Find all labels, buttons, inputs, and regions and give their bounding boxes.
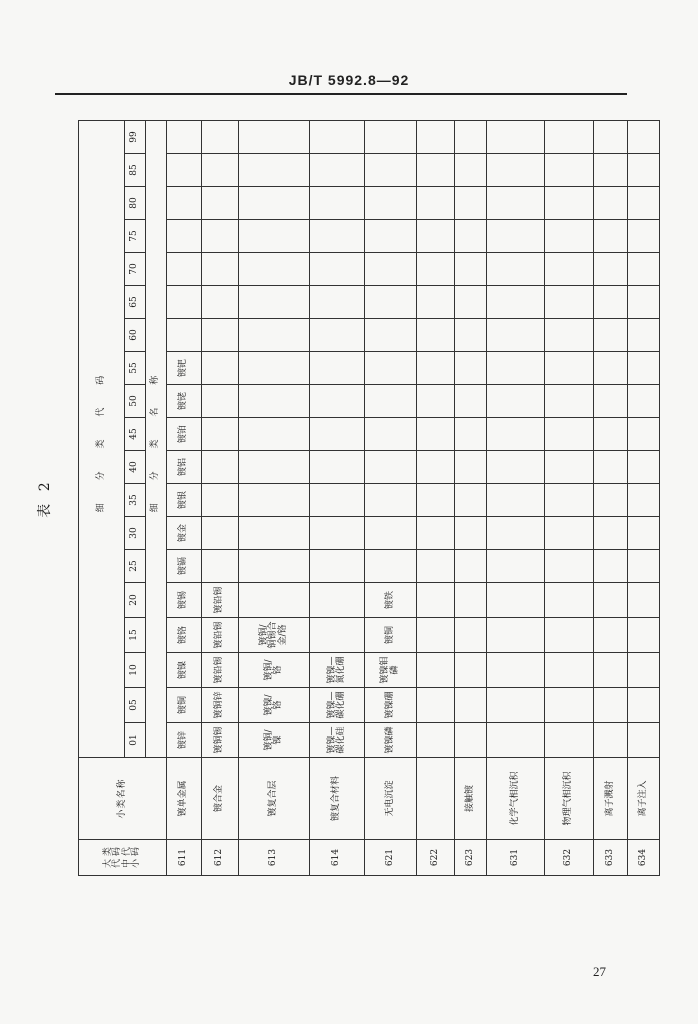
table-cell	[417, 220, 455, 253]
table-cell: 镀铜/铬	[239, 653, 310, 688]
code-cell: 60	[125, 319, 146, 352]
table-cell	[417, 187, 455, 220]
table-cell	[628, 286, 660, 319]
table-cell: 镀银	[167, 484, 202, 517]
table-cell	[365, 385, 417, 418]
table-cell: 镀铅锡	[202, 583, 239, 618]
row-code: 613	[239, 840, 310, 876]
table-cell	[455, 688, 487, 723]
table-cell	[202, 451, 239, 484]
code-cell: 85	[125, 154, 146, 187]
table-cell: 镀铜/镍	[239, 723, 310, 758]
row-name: 物理气相沉积	[545, 758, 594, 840]
table-cell	[594, 583, 628, 618]
table-cell	[545, 418, 594, 451]
table-cell: 镀镍钼磷	[365, 653, 417, 688]
code-cell: 99	[125, 120, 146, 153]
table-cell: 镀镍—碳化硅	[310, 723, 365, 758]
table-cell	[487, 484, 545, 517]
table-row	[487, 120, 545, 875]
table-cell	[417, 352, 455, 385]
table-cell	[239, 484, 310, 517]
table-cell	[594, 618, 628, 653]
table-cell	[628, 688, 660, 723]
table-cell	[239, 352, 310, 385]
table-cell	[417, 253, 455, 286]
table-cell	[628, 187, 660, 220]
code-cell: 15	[125, 618, 146, 653]
table-cell: 镀镉	[167, 550, 202, 583]
table-cell	[417, 154, 455, 187]
corner-header	[79, 840, 167, 876]
table-row	[455, 120, 487, 875]
table-cell	[628, 220, 660, 253]
table-cell	[594, 550, 628, 583]
table-cell	[487, 723, 545, 758]
table-cell	[455, 120, 487, 153]
table-cell	[310, 154, 365, 187]
table-cell: 镀锡	[167, 583, 202, 618]
table-cell: 镀铜锡	[202, 723, 239, 758]
code-cell: 05	[125, 688, 146, 723]
table-cell	[202, 385, 239, 418]
row-name: 化学气相沉积	[487, 758, 545, 840]
table-cell	[167, 120, 202, 153]
table-cell	[202, 187, 239, 220]
code-cell: 20	[125, 583, 146, 618]
table-cell	[202, 220, 239, 253]
table-cell	[239, 550, 310, 583]
table-cell	[545, 154, 594, 187]
table-cell	[594, 517, 628, 550]
table-cell	[365, 187, 417, 220]
table-cell	[455, 723, 487, 758]
classification-table	[78, 120, 660, 876]
table-cell	[202, 352, 239, 385]
table-cell	[202, 418, 239, 451]
table-cell	[545, 120, 594, 153]
table-cell	[628, 418, 660, 451]
table-cell	[417, 418, 455, 451]
table-cell	[628, 451, 660, 484]
table-cell	[594, 653, 628, 688]
table-cell	[365, 517, 417, 550]
table-cell	[202, 154, 239, 187]
table-cell	[202, 319, 239, 352]
table-cell	[310, 451, 365, 484]
fine-name-header: 细 分 类 名 称	[146, 120, 167, 757]
table-cell	[487, 187, 545, 220]
row-code: 614	[310, 840, 365, 876]
row-name: 镀复合层	[239, 758, 310, 840]
table-cell	[545, 385, 594, 418]
table-cell: 镀镍—碳化硼	[310, 688, 365, 723]
table-cell	[628, 385, 660, 418]
table-cell	[239, 120, 310, 153]
table-cell	[628, 253, 660, 286]
row-code: 623	[455, 840, 487, 876]
table-cell	[455, 220, 487, 253]
table-cell	[167, 253, 202, 286]
table-cell	[594, 286, 628, 319]
table-cell	[365, 154, 417, 187]
table-cell	[417, 484, 455, 517]
table-cell	[365, 253, 417, 286]
row-code: 622	[417, 840, 455, 876]
table-cell	[545, 688, 594, 723]
table-cell	[365, 220, 417, 253]
table-cell	[545, 653, 594, 688]
table-cell	[365, 120, 417, 153]
table-cell	[545, 484, 594, 517]
table-cell	[545, 352, 594, 385]
table-cell	[594, 120, 628, 153]
table-cell	[310, 319, 365, 352]
table-cell	[202, 484, 239, 517]
table-cell	[487, 583, 545, 618]
table-cell	[365, 352, 417, 385]
row-name: 镀合金	[202, 758, 239, 840]
page-number: 27	[593, 964, 606, 979]
table-cell: 镀镍硼	[365, 688, 417, 723]
table-cell	[455, 653, 487, 688]
table-cell	[310, 220, 365, 253]
table-cell	[310, 253, 365, 286]
table-cell: 镀镍/铬	[239, 688, 310, 723]
table-cell: 镀金	[167, 517, 202, 550]
table-cell	[310, 120, 365, 153]
table-cell	[202, 517, 239, 550]
code-cell: 65	[125, 286, 146, 319]
table-cell	[487, 154, 545, 187]
table-cell	[310, 517, 365, 550]
code-cell: 50	[125, 385, 146, 418]
table-cell	[545, 451, 594, 484]
row-name: 离子注入	[628, 758, 660, 840]
code-cell: 30	[125, 517, 146, 550]
table-row	[545, 120, 594, 875]
table-cell	[167, 154, 202, 187]
table-cell	[310, 352, 365, 385]
row-name: 无电沉淀	[365, 758, 417, 840]
table-cell	[167, 220, 202, 253]
table-cell	[545, 550, 594, 583]
table-cell	[455, 451, 487, 484]
table-cell	[545, 723, 594, 758]
table-cell	[239, 220, 310, 253]
table-cell	[487, 517, 545, 550]
table-cell	[365, 286, 417, 319]
table-cell	[365, 418, 417, 451]
table-cell	[594, 484, 628, 517]
corner-top-label: 大 类 代 码	[102, 847, 123, 868]
table-cell	[487, 653, 545, 688]
table-cell: 镀铅锡	[202, 653, 239, 688]
table-row	[167, 120, 202, 875]
table-cell	[365, 484, 417, 517]
table-cell	[455, 187, 487, 220]
table-cell	[202, 253, 239, 286]
code-cell: 55	[125, 352, 146, 385]
table-cell	[628, 653, 660, 688]
table-row	[310, 120, 365, 875]
table-cell: 镀铅锡	[202, 618, 239, 653]
table-cell	[239, 286, 310, 319]
table-cell	[628, 723, 660, 758]
table-cell	[594, 688, 628, 723]
table-cell	[628, 154, 660, 187]
row-code: 634	[628, 840, 660, 876]
row-name: 接触镀	[455, 758, 487, 840]
table-cell	[417, 723, 455, 758]
table-cell	[310, 484, 365, 517]
row-code: 631	[487, 840, 545, 876]
table-cell	[594, 352, 628, 385]
table-cell	[487, 385, 545, 418]
table-cell	[310, 418, 365, 451]
rotated-table-frame	[37, 120, 648, 876]
subclass-name-header: 小类名称	[79, 758, 167, 840]
table-row	[365, 120, 417, 875]
table-cell	[628, 319, 660, 352]
table-cell: 镀铜锌	[202, 688, 239, 723]
table-cell	[310, 618, 365, 653]
table-cell	[487, 418, 545, 451]
table-cell	[455, 618, 487, 653]
row-code: 632	[545, 840, 594, 876]
table-cell	[417, 319, 455, 352]
row-name	[417, 758, 455, 840]
table-row	[594, 120, 628, 875]
table-cell	[594, 253, 628, 286]
row-name: 离子溅射	[594, 758, 628, 840]
table-cell	[310, 286, 365, 319]
table-cell	[545, 319, 594, 352]
table-cell: 镀镍	[167, 653, 202, 688]
table-cell	[594, 220, 628, 253]
table-cell	[628, 517, 660, 550]
table-cell	[545, 253, 594, 286]
table-cell	[167, 319, 202, 352]
table-cell	[487, 550, 545, 583]
table-cell	[417, 120, 455, 153]
corner-bottom-label: 中 代 小 码	[121, 847, 141, 868]
table-cell	[310, 583, 365, 618]
table-cell: 镀钯	[167, 352, 202, 385]
table-cell: 镀铁	[365, 583, 417, 618]
table-cell: 镀铂	[167, 418, 202, 451]
table-cell	[310, 550, 365, 583]
code-cell: 45	[125, 418, 146, 451]
table-cell	[365, 451, 417, 484]
table-cell	[628, 618, 660, 653]
table-cell	[417, 385, 455, 418]
table-cell	[487, 688, 545, 723]
table-cell	[455, 253, 487, 286]
table-cell	[455, 418, 487, 451]
table-cell	[594, 154, 628, 187]
table-cell	[239, 517, 310, 550]
table-cell	[455, 517, 487, 550]
table-cell	[239, 418, 310, 451]
table-cell	[239, 187, 310, 220]
table-cell	[417, 583, 455, 618]
table-cell	[455, 319, 487, 352]
table-cell	[202, 286, 239, 319]
table-row	[417, 120, 455, 875]
code-cell: 01	[125, 723, 146, 758]
table-cell	[455, 286, 487, 319]
table-caption: 表 2	[37, 478, 53, 518]
table-cell	[239, 319, 310, 352]
table-cell	[487, 286, 545, 319]
table-cell	[310, 385, 365, 418]
table-cell	[417, 618, 455, 653]
table-cell: 镀铑	[167, 385, 202, 418]
row-code: 611	[167, 840, 202, 876]
table-cell	[545, 187, 594, 220]
table-cell	[417, 688, 455, 723]
table-cell	[365, 319, 417, 352]
table-cell	[202, 550, 239, 583]
row-name: 镀复合材料	[310, 758, 365, 840]
table-cell	[239, 451, 310, 484]
table-cell	[455, 550, 487, 583]
table-cell	[487, 618, 545, 653]
table-cell: 镀镍—氮化硼	[310, 653, 365, 688]
table-cell: 镀镍磷	[365, 723, 417, 758]
row-code: 612	[202, 840, 239, 876]
rotated-table-region	[37, 120, 648, 876]
table-cell	[545, 618, 594, 653]
table-cell	[167, 286, 202, 319]
table-cell	[365, 550, 417, 583]
table-cell	[239, 154, 310, 187]
table-cell	[455, 154, 487, 187]
table-cell	[545, 517, 594, 550]
code-cell: 10	[125, 653, 146, 688]
document-header: JB/T 5992.8—92	[288, 72, 410, 88]
table-cell	[628, 352, 660, 385]
table-row	[239, 120, 310, 875]
table-cell	[594, 187, 628, 220]
table-cell: 镀铬	[167, 618, 202, 653]
table-cell	[628, 550, 660, 583]
code-cell: 75	[125, 220, 146, 253]
table-cell	[455, 484, 487, 517]
code-cell: 25	[125, 550, 146, 583]
table-cell	[417, 517, 455, 550]
table-row	[628, 120, 660, 875]
row-name: 镀单金属	[167, 758, 202, 840]
table-cell	[594, 418, 628, 451]
table-cell: 镀铜	[365, 618, 417, 653]
table-cell	[455, 583, 487, 618]
table-cell	[487, 220, 545, 253]
table-cell: 镀铝	[167, 451, 202, 484]
table-cell	[594, 385, 628, 418]
table-cell: 镀锌	[167, 723, 202, 758]
table-cell	[417, 550, 455, 583]
table-cell	[239, 385, 310, 418]
table-cell	[594, 723, 628, 758]
table-cell	[628, 583, 660, 618]
code-cell: 40	[125, 451, 146, 484]
table-cell	[628, 120, 660, 153]
table-cell	[455, 385, 487, 418]
table-cell	[594, 451, 628, 484]
table-cell	[628, 484, 660, 517]
table-row	[202, 120, 239, 875]
fine-code-header: 细 分 类 代 码	[79, 120, 125, 757]
header-rule	[55, 93, 627, 95]
table-cell	[417, 653, 455, 688]
table-cell	[487, 352, 545, 385]
code-cell: 80	[125, 187, 146, 220]
table-cell	[167, 187, 202, 220]
table-cell	[202, 120, 239, 153]
table-cell	[487, 451, 545, 484]
table-cell	[487, 120, 545, 153]
table-cell	[239, 253, 310, 286]
code-cell: 70	[125, 253, 146, 286]
row-code: 621	[365, 840, 417, 876]
table-cell	[239, 583, 310, 618]
row-code: 633	[594, 840, 628, 876]
table-cell	[487, 319, 545, 352]
table-cell: 镀铜/铜锡合金/铬	[239, 618, 310, 653]
table-cell: 镀铜	[167, 688, 202, 723]
table-cell	[545, 286, 594, 319]
table-cell	[417, 451, 455, 484]
table-cell	[545, 583, 594, 618]
table-cell	[545, 220, 594, 253]
table-cell	[487, 253, 545, 286]
table-cell	[594, 319, 628, 352]
table-cell	[310, 187, 365, 220]
table-cell	[455, 352, 487, 385]
code-cell: 35	[125, 484, 146, 517]
table-cell	[417, 286, 455, 319]
